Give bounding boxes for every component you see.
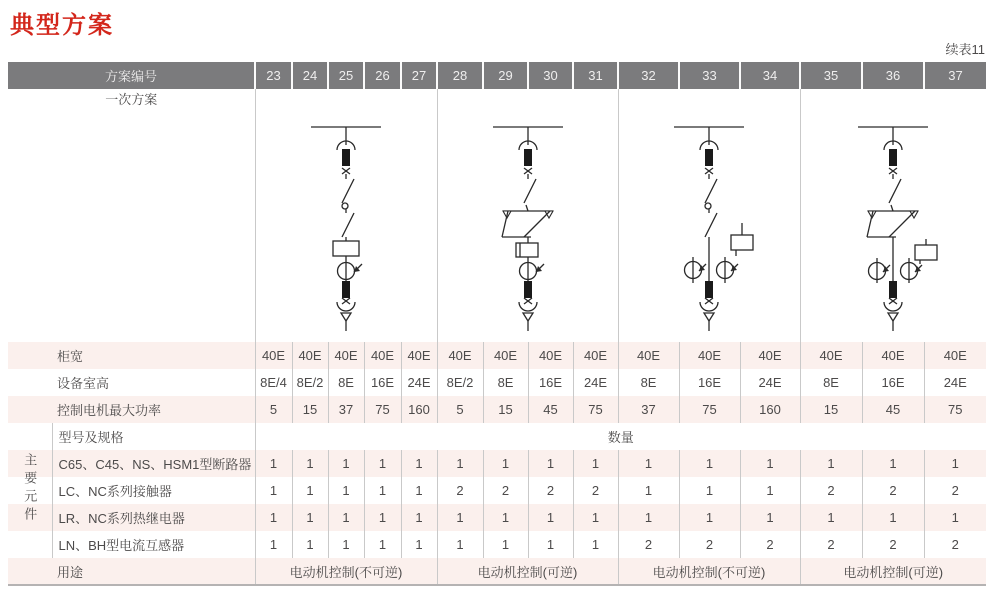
header-scheme-number-label: 方案编号 (8, 62, 255, 89)
cell: 1 (328, 504, 364, 531)
cell: 16E (679, 369, 740, 396)
header-col: 27 (401, 62, 437, 89)
scheme-diagram-32-34 (618, 89, 800, 342)
header-col: 29 (483, 62, 528, 89)
header-col: 37 (924, 62, 986, 89)
spec-quantity-row (8, 423, 986, 450)
cell: 75 (924, 396, 986, 423)
cell: 1 (679, 477, 740, 504)
contactor-row (8, 477, 986, 504)
usage-label: 用途 (8, 558, 255, 585)
cell: 40E (924, 342, 986, 369)
component-label: LC、NC系列接触器 (52, 477, 255, 504)
cell: 16E (364, 369, 401, 396)
cell: 40E (740, 342, 800, 369)
cell: 2 (800, 531, 862, 558)
primary-scheme-label: 一次方案 (8, 89, 255, 342)
cell: 1 (618, 504, 679, 531)
cell: 5 (255, 396, 292, 423)
cell: 40E (292, 342, 328, 369)
cell: 1 (483, 531, 528, 558)
cell: 8E/2 (292, 369, 328, 396)
cell: 37 (618, 396, 679, 423)
cell: 1 (573, 450, 618, 477)
scheme-diagram-35-37 (800, 89, 986, 342)
thermal-relay-row (8, 504, 986, 531)
spec-label: 型号及规格 (52, 423, 255, 450)
cell: 1 (483, 504, 528, 531)
cell: 1 (862, 504, 924, 531)
cell: 1 (924, 450, 986, 477)
cell: 160 (740, 396, 800, 423)
cell: 2 (679, 531, 740, 558)
cell: 1 (800, 504, 862, 531)
cell: 15 (800, 396, 862, 423)
scheme-table (8, 62, 986, 586)
cell: 1 (740, 504, 800, 531)
header-col: 28 (437, 62, 483, 89)
header-col: 25 (328, 62, 364, 89)
row-label: 柜宽 (8, 342, 255, 369)
cell: 2 (528, 477, 573, 504)
usage-cell: 电动机控制(不可逆) (255, 558, 437, 585)
cell: 1 (255, 477, 292, 504)
cell: 40E (618, 342, 679, 369)
header-col: 33 (679, 62, 740, 89)
header-col: 31 (573, 62, 618, 89)
cell: 1 (364, 450, 401, 477)
cell: 1 (437, 504, 483, 531)
cell: 2 (437, 477, 483, 504)
cell: 1 (328, 531, 364, 558)
single-line-diagram-reversible-2ct-icon (823, 119, 963, 331)
cell: 40E (679, 342, 740, 369)
usage-cell: 电动机控制(不可逆) (618, 558, 800, 585)
header-col: 36 (862, 62, 924, 89)
cell: 40E (401, 342, 437, 369)
cell: 45 (528, 396, 573, 423)
cell: 40E (364, 342, 401, 369)
single-line-diagram-nonreversible-icon (276, 119, 416, 331)
cell: 1 (364, 504, 401, 531)
cell: 1 (618, 477, 679, 504)
row-label: 控制电机最大功率 (8, 396, 255, 423)
cell: 75 (364, 396, 401, 423)
cell: 1 (573, 504, 618, 531)
cell: 2 (862, 477, 924, 504)
cell: 1 (364, 531, 401, 558)
cell: 8E (800, 369, 862, 396)
usage-row (8, 558, 986, 585)
room-height-row (8, 369, 986, 396)
cell: 1 (437, 531, 483, 558)
cell: 1 (862, 450, 924, 477)
cell: 1 (618, 450, 679, 477)
cell: 1 (528, 504, 573, 531)
cell: 8E/2 (437, 369, 483, 396)
cell: 40E (437, 342, 483, 369)
cell: 2 (800, 477, 862, 504)
cell: 15 (483, 396, 528, 423)
header-col: 32 (618, 62, 679, 89)
cell: 40E (528, 342, 573, 369)
page-title: 典型方案 (10, 12, 114, 39)
cell: 45 (862, 396, 924, 423)
main-components-side-label: 主要元件 (8, 423, 52, 558)
cell: 1 (401, 477, 437, 504)
breaker-row (8, 450, 986, 477)
header-col: 34 (740, 62, 800, 89)
single-line-diagram-reversible-icon (458, 119, 598, 331)
cell: 2 (618, 531, 679, 558)
cell: 2 (951, 537, 959, 552)
current-transformer-row (8, 531, 986, 558)
cell: 1 (437, 450, 483, 477)
cell: 1 (364, 477, 401, 504)
cell: 1 (483, 450, 528, 477)
cell: 1 (255, 450, 292, 477)
quantity-label: 数量 (607, 430, 634, 445)
cell: 40E (862, 342, 924, 369)
cell: 40E (573, 342, 618, 369)
cell: 1 (328, 477, 364, 504)
cell: 1 (328, 450, 364, 477)
cell: 1 (528, 531, 573, 558)
primary-scheme-row (8, 89, 986, 342)
cell: 1 (255, 504, 292, 531)
cell: 75 (573, 396, 618, 423)
component-label: LR、NC系列热继电器 (52, 504, 255, 531)
component-label: LN、BH型电流互感器 (52, 531, 255, 558)
cell: 15 (292, 396, 328, 423)
header-col: 35 (800, 62, 862, 89)
cell: 8E (618, 369, 679, 396)
cell: 1 (924, 504, 986, 531)
header-col: 30 (528, 62, 573, 89)
cell: 1 (740, 477, 800, 504)
cell: 1 (573, 531, 618, 558)
cell: 75 (679, 396, 740, 423)
cell: 160 (401, 396, 437, 423)
cell: 2 (951, 483, 959, 498)
cell: 1 (292, 531, 328, 558)
cell: 1 (740, 450, 800, 477)
table-header-row (8, 62, 986, 89)
component-label: C65、C45、NS、HSM1型断路器 (52, 450, 255, 477)
cell: 24E (943, 375, 967, 390)
cell: 40E (328, 342, 364, 369)
cell: 37 (328, 396, 364, 423)
cell: 2 (740, 531, 800, 558)
cell: 1 (401, 504, 437, 531)
usage-cell: 电动机控制(可逆) (800, 558, 986, 585)
cell: 40E (483, 342, 528, 369)
cell: 2 (862, 531, 924, 558)
cell: 24E (740, 369, 800, 396)
cell: 1 (800, 450, 862, 477)
cell: 1 (292, 477, 328, 504)
single-line-diagram-nonreversible-2ct-icon (639, 119, 779, 331)
cell: 1 (679, 504, 740, 531)
cell: 16E (528, 369, 573, 396)
usage-cell: 电动机控制(可逆) (437, 558, 618, 585)
row-label: 设备室高 (8, 369, 255, 396)
cell: 1 (528, 450, 573, 477)
cell: 1 (401, 531, 437, 558)
cell: 1 (255, 531, 292, 558)
cell: 8E (483, 369, 528, 396)
cell: 1 (292, 450, 328, 477)
cell: 2 (483, 477, 528, 504)
scheme-diagram-28-31 (437, 89, 618, 342)
cell: 8E (328, 369, 364, 396)
cell: 40E (255, 342, 292, 369)
cell: 1 (679, 450, 740, 477)
continuation-note: 续表11 (945, 42, 985, 57)
cell: 1 (401, 450, 437, 477)
header-col: 23 (255, 62, 292, 89)
cell: 2 (573, 477, 618, 504)
scheme-diagram-23-27 (255, 89, 437, 342)
cell: 24E (401, 369, 437, 396)
cell: 40E (800, 342, 862, 369)
cell: 16E (862, 369, 924, 396)
cell: 24E (573, 369, 618, 396)
max-motor-power-row (8, 396, 986, 423)
header-col: 24 (292, 62, 328, 89)
cell: 1 (292, 504, 328, 531)
header-col: 26 (364, 62, 401, 89)
cell: 5 (437, 396, 483, 423)
cell: 8E/4 (255, 369, 292, 396)
cabinet-width-row (8, 342, 986, 369)
